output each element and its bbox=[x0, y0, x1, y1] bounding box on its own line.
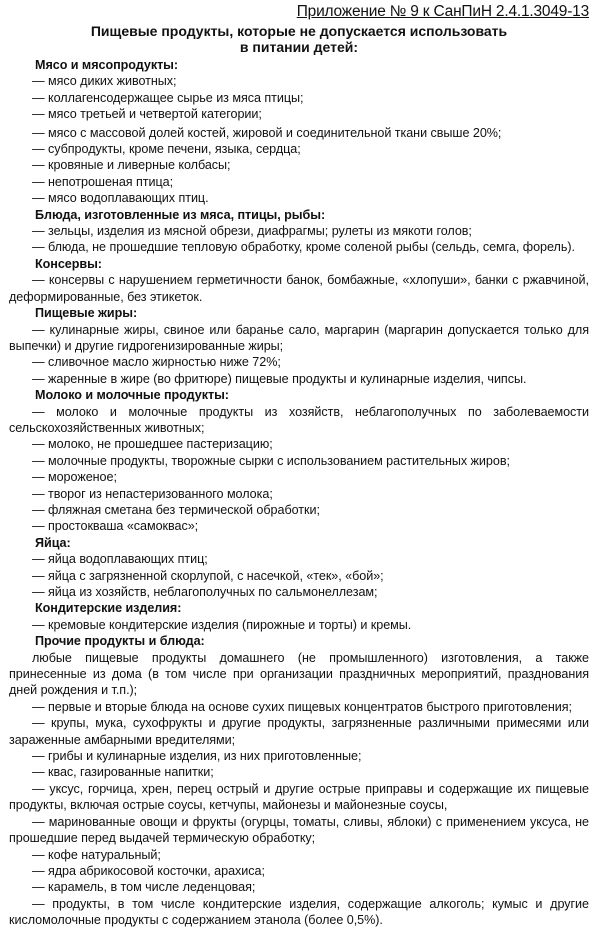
section-heading-other: Прочие продукты и блюда: bbox=[35, 634, 205, 649]
list-item: — мясо водоплавающих птиц. bbox=[32, 191, 209, 206]
list-item: — зельцы, изделия из мясной обрези, диафрагмы; рулеты из мякоти голов; bbox=[32, 224, 472, 239]
list-item: — кровяные и ливерные колбасы; bbox=[32, 158, 231, 173]
section-heading-milk: Молоко и молочные продукты: bbox=[35, 388, 229, 403]
list-item: — первые и вторые блюда на основе сухих пищевых концентратов быстрого приготовления; bbox=[32, 699, 572, 714]
list-item: — молочные продукты, творожные сырки с использованием растительных жиров; bbox=[32, 453, 510, 468]
list-item: — творог из непастеризованного молока; bbox=[32, 486, 273, 501]
list-item: — ядра абрикосовой косточки, арахиса; bbox=[32, 863, 265, 878]
list-item: — субпродукты, кроме печени, языка, сердца; bbox=[32, 142, 301, 157]
section-heading-eggs: Яйца: bbox=[35, 535, 71, 550]
section-heading-meat: Мясо и мясопродукты: bbox=[35, 58, 179, 72]
list-item: любые пищевые продукты домашнего (не промышленного) изготовления, а также принесенные из дома (в том числе при организации праздничных мероприятий, празднования дней рождения и т.п.); bbox=[9, 650, 589, 698]
list-item: — мясо диких животных; bbox=[32, 74, 177, 89]
list-item: — блюда, не прошедшие тепловую обработку, кроме соленой рыбы (сельдь, семга, форель). bbox=[32, 240, 575, 255]
list-item: — кулинарные жиры, свиное или баранье сало, маргарин (маргарин допускается только для выпечки) и другие гидрогенизированные жиры; bbox=[9, 322, 589, 353]
list-item: — кремовые кондитерские изделия (пирожные и торты) и кремы. bbox=[32, 617, 412, 632]
page-title bbox=[9, 23, 589, 55]
title-line-1: Пищевые продукты, которые не допускается использовать bbox=[90, 23, 508, 39]
document-body bbox=[9, 57, 589, 929]
list-item: — квас, газированные напитки; bbox=[32, 765, 214, 780]
list-item: — мясо с массовой долей костей, жировой и соединительной ткани свыше 20%; bbox=[32, 125, 502, 140]
list-item: — коллагенсодержащее сырье из мяса птицы; bbox=[32, 90, 304, 105]
list-item: — мороженое; bbox=[32, 470, 117, 485]
list-item: — кофе натуральный; bbox=[32, 847, 161, 862]
list-item: — яйца с загрязненной скорлупой, с насечкой, «тек», «бой»; bbox=[32, 568, 384, 583]
list-item: — грибы и кулинарные изделия, из них приготовленные; bbox=[32, 749, 362, 764]
list-item: — жаренные в жире (во фритюре) пищевые продукты и кулинарные изделия, чипсы. bbox=[32, 371, 527, 386]
annex-label: Приложение № 9 к СанПиН 2.4.1.3049-13 bbox=[296, 3, 589, 20]
list-item: — сливочное масло жирностью ниже 72%; bbox=[32, 355, 281, 370]
list-item: — маринованные овощи и фрукты (огурцы, томаты, сливы, яблоки) с применением уксуса, не прошедшие перед выдачей термическую обработку; bbox=[9, 814, 589, 846]
list-item: — простокваша «самоквас»; bbox=[32, 519, 199, 534]
section-heading-dishes: Блюда, изготовленные из мяса, птицы, рыбы: bbox=[35, 207, 326, 222]
list-item: — мясо третьей и четвертой категории; bbox=[32, 107, 262, 122]
list-item: — молоко, не прошедшее пастеризацию; bbox=[32, 437, 273, 452]
list-item: — консервы с нарушением герметичности банок, бомбажные, «хлопуши», банки с ржавчиной, деформированные, без этикеток. bbox=[9, 273, 589, 304]
list-item: — уксус, горчица, хрен, перец острый и другие острые приправы и содержащие их пищевые продукты, включая острые соусы, кетчупы, майонезы и майонезные соусы, bbox=[9, 781, 589, 813]
list-item: — непотрошеная птица; bbox=[32, 174, 174, 189]
section-heading-fats: Пищевые жиры: bbox=[35, 306, 138, 321]
list-item: — яйца из хозяйств, неблагополучных по сальмонеллезам; bbox=[32, 585, 378, 599]
section-heading-canned: Консервы: bbox=[35, 256, 102, 271]
list-item: — крупы, мука, сухофрукты и другие продукты, загрязненные различными примесями или зараженные амбарными вредителями; bbox=[9, 716, 589, 747]
list-item: — яйца водоплавающих птиц; bbox=[32, 552, 208, 567]
section-heading-confectionery: Кондитерские изделия: bbox=[35, 601, 182, 616]
list-item: — карамель, в том числе леденцовая; bbox=[32, 880, 256, 895]
list-item: — молоко и молочные продукты из хозяйств, неблагополучных по заболеваемости сельскохозяйственных животных; bbox=[9, 404, 589, 435]
list-item: — продукты, в том числе кондитерские изделия, содержащие алкоголь; кумыс и другие кисломолочные продукты с содержанием этанола (более 0,5%). bbox=[9, 896, 589, 928]
title-line-2: в питании детей: bbox=[239, 39, 359, 55]
list-item: — фляжная сметана без термической обработки; bbox=[32, 502, 320, 517]
